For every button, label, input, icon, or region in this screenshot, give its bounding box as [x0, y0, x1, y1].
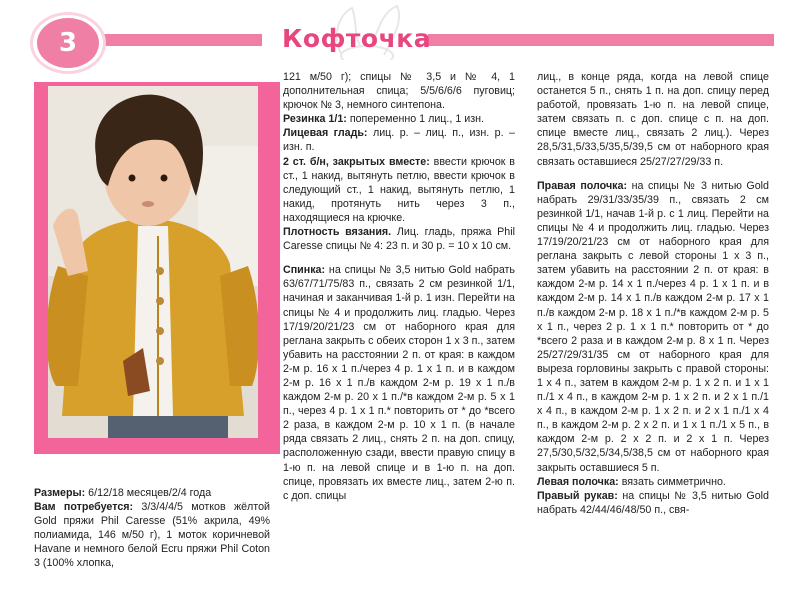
gauge-text: Лиц. гладь, пряжа Phil Caresse спицы № 4: 23 п. и 30 р. = 10 х 10 см.	[283, 226, 515, 253]
back-label: Спинка:	[283, 264, 326, 277]
left-front-text: вязать симметрично.	[621, 475, 726, 488]
child-in-cardigan-illustration	[48, 86, 258, 438]
stockinette-paragraph	[283, 126, 515, 154]
right-front-paragraph	[537, 179, 769, 475]
right-sleeve-label: Правый рукав:	[537, 489, 618, 502]
sizes-text: 6/12/18 месяцев/2/4 года	[88, 487, 212, 499]
double-crochet-text: ввести крючок в ст., 1 накид, вытянуть петлю, ввести крючок в следующий ст., 1 накид, вытянуть петлю, 1 накид, протянуть нить через 3 п., находящиеся на крючке.	[283, 155, 515, 224]
right-front-label: Правая полочка:	[537, 179, 627, 192]
header-bar-left	[100, 34, 262, 46]
gauge-paragraph	[283, 225, 515, 253]
back-paragraph	[283, 263, 515, 503]
back-continued: лиц., в конце ряда, когда на левой спице останется 5 п., снять 1 п. на доп. спицу перед работой, провязать 1-ю п. на левой спице, затем связать п. с доп. спице с п. на доп. спице вместе лиц., связать 2 лиц.). Через 28,5/31,5/33,5/35,5/39,5 см от наборного края связать оставшиеся 25/27/27/29/33 п.	[537, 71, 769, 168]
child-photo	[48, 86, 258, 438]
rib-paragraph	[283, 112, 515, 126]
materials-label: Вам потребуется:	[34, 501, 134, 514]
sizes-paragraph	[34, 486, 270, 500]
left-front-paragraph	[537, 475, 769, 489]
sizes-label: Размеры:	[34, 487, 86, 499]
right-sleeve-text: на спицы № 3,5 нитью Gold набрать 42/44/46/48/50 п., свя-	[537, 489, 769, 516]
right-sleeve-paragraph	[537, 489, 769, 517]
back-text: на спицы № 3,5 нитью Gold набрать 63/67/71/75/83 п., связать 2 см резинкой 1/1, начиная и заканчивая 1-й р. 1 изн. Перейти на спицы № 4 и продолжить лиц. гладью. Через 17/19/20/21/23 см от наборного края для реглана закрыть с обеих сторон 1 х 3 п., затем убавить на расстоянии 2 п. от края: в каждом 2-м р. 16 х 1 п./через 4 р. 1 х 1 п. и в каждом 2-м р. 16 х 1 п./в каждом 2-м р. 19 х 1 п./в каждом 2-м р. 20 х 1 п./*в каждом 2-м р. 5 х 1 п., через 4 р. 1 х 1 п.* повторить от * до *всего 2 раза, в каждом 2-м р. 10 х 1 п. (в начале ряда связать 2 лиц., снять 2 п. на доп. спицу, расположенную сзади, ввести правую спицу в 1-ю п. на левой спице и в 1-ю п. на доп. спице, провязать их вместе лиц., затем 2-ю п. с доп. спицы	[283, 264, 515, 502]
rib-label: Резинка 1/1:	[283, 113, 347, 126]
header-bar-right	[428, 34, 774, 46]
stockinette-label: Лицевая гладь:	[283, 127, 368, 140]
gauge-label: Плотность вязания.	[283, 226, 392, 239]
left-front-label: Левая полочка:	[537, 475, 619, 488]
double-crochet-paragraph	[283, 155, 515, 225]
column-2	[283, 70, 515, 503]
right-front-text: на спицы № 3 нитью Gold набрать 29/31/33/35/39 п., связать 2 см резинкой 1/1, начав 1-й р. с 1 лиц. Перейти на спицы № 4 и продолжить лиц. гладью. Через 17/19/20/21/23 см от наборного края для реглана закрыть с левой стороны 1 х 3 п., затем убавить на расстоянии 2 п. от края: в каждом 2-м р. 14 х 1 п./через 4 р. 1 х 1 п. и в каждом 2-м р. 14 х 1 п./в каждом 2-м р. 17 х 1 п./в каждом 2-м р. 18 х 1 п./*в каждом 2-м р. 5 х 1 п., через 2 р. 1 х 1 п.* повторить от * до *всего 2 раза и в каждом 2-м р. 8 х 1 п. Через 25/27/29/31/35 см от наборного края для выреза горловины закрыть с правой стороны: 1 х 4 п., затем в каждом 2-м р. 1 х 2 п. и 1 х 1 п./1 х 4 п., в каждом 2-м р. 1 х 2 п. и 2 х 1 п./1 х 4 п., в каждом 2-м р. 1 х 2 п. и 2 х 1 п./1 х 4 п., в каждом 2-м р. 2 х 2 п. и 1 х 1 п./1 х 5 п., в каждом 2-м р. 2 х 2 п. и 2 х 1 п. Через 27,5/30,5/32,5/34,5/38,5 см от наборного края закрыть оставшиеся 5 п.	[537, 179, 769, 474]
page-number-badge	[30, 12, 106, 74]
column-3	[537, 70, 769, 517]
double-crochet-label: 2 ст. б/н, закрытых вместе:	[283, 155, 430, 168]
page-number: 3	[37, 18, 99, 68]
materials-text: 3/3/4/4/5 мотков жёлтой Gold пряжи Phil Caresse (51% акрила, 49% полиамида, 146 м/50 г), 1 моток коричневой Havane и немного белой Ecru пряжи Phil Coton 3 (100% хлопка,	[34, 501, 270, 570]
stockinette-text: лиц. р. – лиц. п., изн. р. – изн. п.	[283, 127, 515, 154]
column-1	[34, 486, 270, 571]
materials-paragraph	[34, 500, 270, 570]
materials-continued: 121 м/50 г); спицы № 3,5 и № 4, 1 дополнительная спица; 5/5/6/6/6 пуговиц; крючок № 3, немного синтепона.	[283, 71, 515, 112]
page-title: Кофточка	[282, 24, 432, 53]
rib-text: попеременно 1 лиц., 1 изн.	[349, 113, 484, 126]
